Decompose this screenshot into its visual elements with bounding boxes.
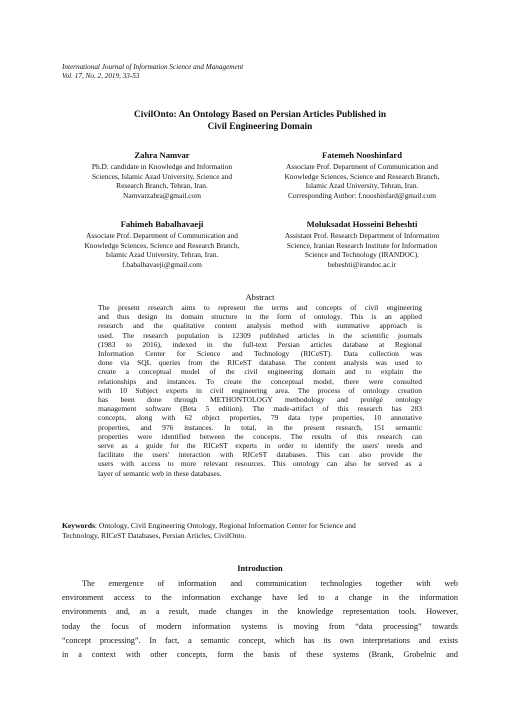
body-line: environment access to the information exchange have led to a change in the information xyxy=(62,593,458,603)
abstract-line: serve as a guide for the RICeST experts in order to identify the users' needs and xyxy=(98,441,422,451)
author-affiliation: Associate Prof. Department of Communication and xyxy=(86,231,238,240)
author-block xyxy=(62,150,262,200)
author-name: Zahra Namvar xyxy=(134,150,190,160)
abstract-line: used. The research population is 12309 published articles in the scientific journals xyxy=(98,330,422,340)
author-affiliation: Islamic Azad University, Tehran, Iran. xyxy=(305,181,419,191)
abstract-line: The present research aims to represent the terms and concepts of civil engineering xyxy=(98,303,422,312)
author-affiliation: Research Branch, Tehran, Iran. xyxy=(116,181,208,191)
abstract-line: create a conceptual model of the civil engineering domain and to explain the xyxy=(98,367,422,377)
abstract-heading: Abstract xyxy=(245,292,275,302)
body-line: The emergence of information and communication technologies together with web xyxy=(82,579,458,588)
abstract-line: research and the qualitative content analysis method with summative approach is xyxy=(98,321,422,331)
author-email: Namvarzahra@gmail.com xyxy=(122,190,201,200)
abstract-line: properties, and 976 instances. In total, in the present research, 151 semantic xyxy=(98,422,422,432)
author-name: Fatemeh Nooshinfard xyxy=(322,150,402,160)
introduction-body xyxy=(62,577,458,662)
keywords xyxy=(62,521,458,541)
title-line: CivilOnto: An Ontology Based on Persian Articles Published in xyxy=(133,110,387,120)
author-affiliation: Islamic Azad University, Tehran, Iran. xyxy=(105,250,219,260)
author-affiliation: Science, Iranian Research Institute for Information xyxy=(286,240,438,250)
title-line: Civil Engineering Domain xyxy=(207,122,313,132)
body-line: “concept processing”. In fact, a semantic concept, which has its own interpretations and exists xyxy=(62,635,458,645)
author-affiliation: Knowledge Sciences, Science and Research Branch, xyxy=(84,240,240,250)
author-email: f.babalhavaeji@gmail.com xyxy=(122,259,202,269)
keywords-list: : Ontology, Civil Engineering Ontology, Regional Information Center for Science and xyxy=(94,521,356,530)
author-name: Moluksadat Hosseini Beheshti xyxy=(306,219,418,229)
author-block xyxy=(262,219,462,269)
author-email: Corresponding Author: f.nooshinfard@gmail.com xyxy=(287,190,437,200)
author-affiliation: Associate Prof. Department of Communication and xyxy=(286,162,438,171)
journal-name: International Journal of Information Science and Management xyxy=(62,63,244,71)
author-affiliation: Sciences, Islamic Azad University, Science and xyxy=(91,171,233,181)
paper-title xyxy=(60,109,460,133)
journal-volume: Vol. 17, No. 2, 2019, 33-53 xyxy=(62,72,140,81)
author-email: beheshti@irandoc.ac.ir xyxy=(327,259,397,269)
abstract-line: with 10 Subject experts in civil engineering area. The process of ontology creation xyxy=(98,385,422,395)
introduction-heading: Introduction xyxy=(237,564,283,573)
body-line: in a context with other concepts, form the basis of these systems (Brank, Grobelnic and xyxy=(62,650,458,660)
abstract-line: facilitate the users' interaction with RICeST databases. This can also provide the xyxy=(98,450,422,460)
journal-header xyxy=(62,63,362,82)
abstract-line: Information Center for Science and Technology (RICeST). Data collection was xyxy=(98,349,422,359)
abstract-line: relationships and instances. To create the conceptual model, there were consulted xyxy=(98,376,422,386)
keywords-label: Keywords xyxy=(62,521,95,530)
abstract-line: concepts, along with 62 object properties, 79 data type properties, 10 annotative xyxy=(98,413,422,423)
abstract-line: users with access to more relevant resources. This ontology can also be served as a xyxy=(98,459,422,469)
abstract-line: done via SQL queries from the RICeST database. The content analysis was used to xyxy=(98,358,422,368)
abstract-body xyxy=(98,303,422,478)
author-affiliation: Science and Technology (IRANDOC). xyxy=(304,250,420,260)
author-name: Fahimeh Babalhavaeji xyxy=(120,219,204,229)
body-line: environments and, as a result, made changes in the knowledge representation tools. However, xyxy=(62,607,458,617)
author-affiliation: Assistant Prof. Research Department of Information xyxy=(284,231,440,240)
abstract-line: layer of semantic web in these databases. xyxy=(98,468,222,478)
author-affiliation: Knowledge Sciences, Science and Research Branch, xyxy=(284,171,440,181)
author-affiliation: Ph.D. candidate in Knowledge and Information xyxy=(91,162,233,171)
keywords-line xyxy=(62,521,458,531)
author-block xyxy=(62,219,262,269)
abstract-line: properties were identified between the concepts. The results of this research can xyxy=(98,431,422,441)
keywords-line: Technology, RICeST Databases, Persian Articles, CivilOnto. xyxy=(62,531,247,540)
abstract-line: (1983 to 2016), indexed in the full-text Persian articles database at Regional xyxy=(98,339,422,349)
abstract-line: management software (Beta 5 edition). The made-artifact of this research has 283 xyxy=(98,404,422,414)
body-line: today the focus of modern information systems is moving from “data processing” towards xyxy=(62,621,458,631)
abstract-line: and thus design its domain structure in the form of ontology. This is an applied xyxy=(98,312,422,322)
author-block xyxy=(262,150,462,200)
abstract-line: has been done through METHONTOLOGY methodology and protégé ontology xyxy=(98,395,422,405)
